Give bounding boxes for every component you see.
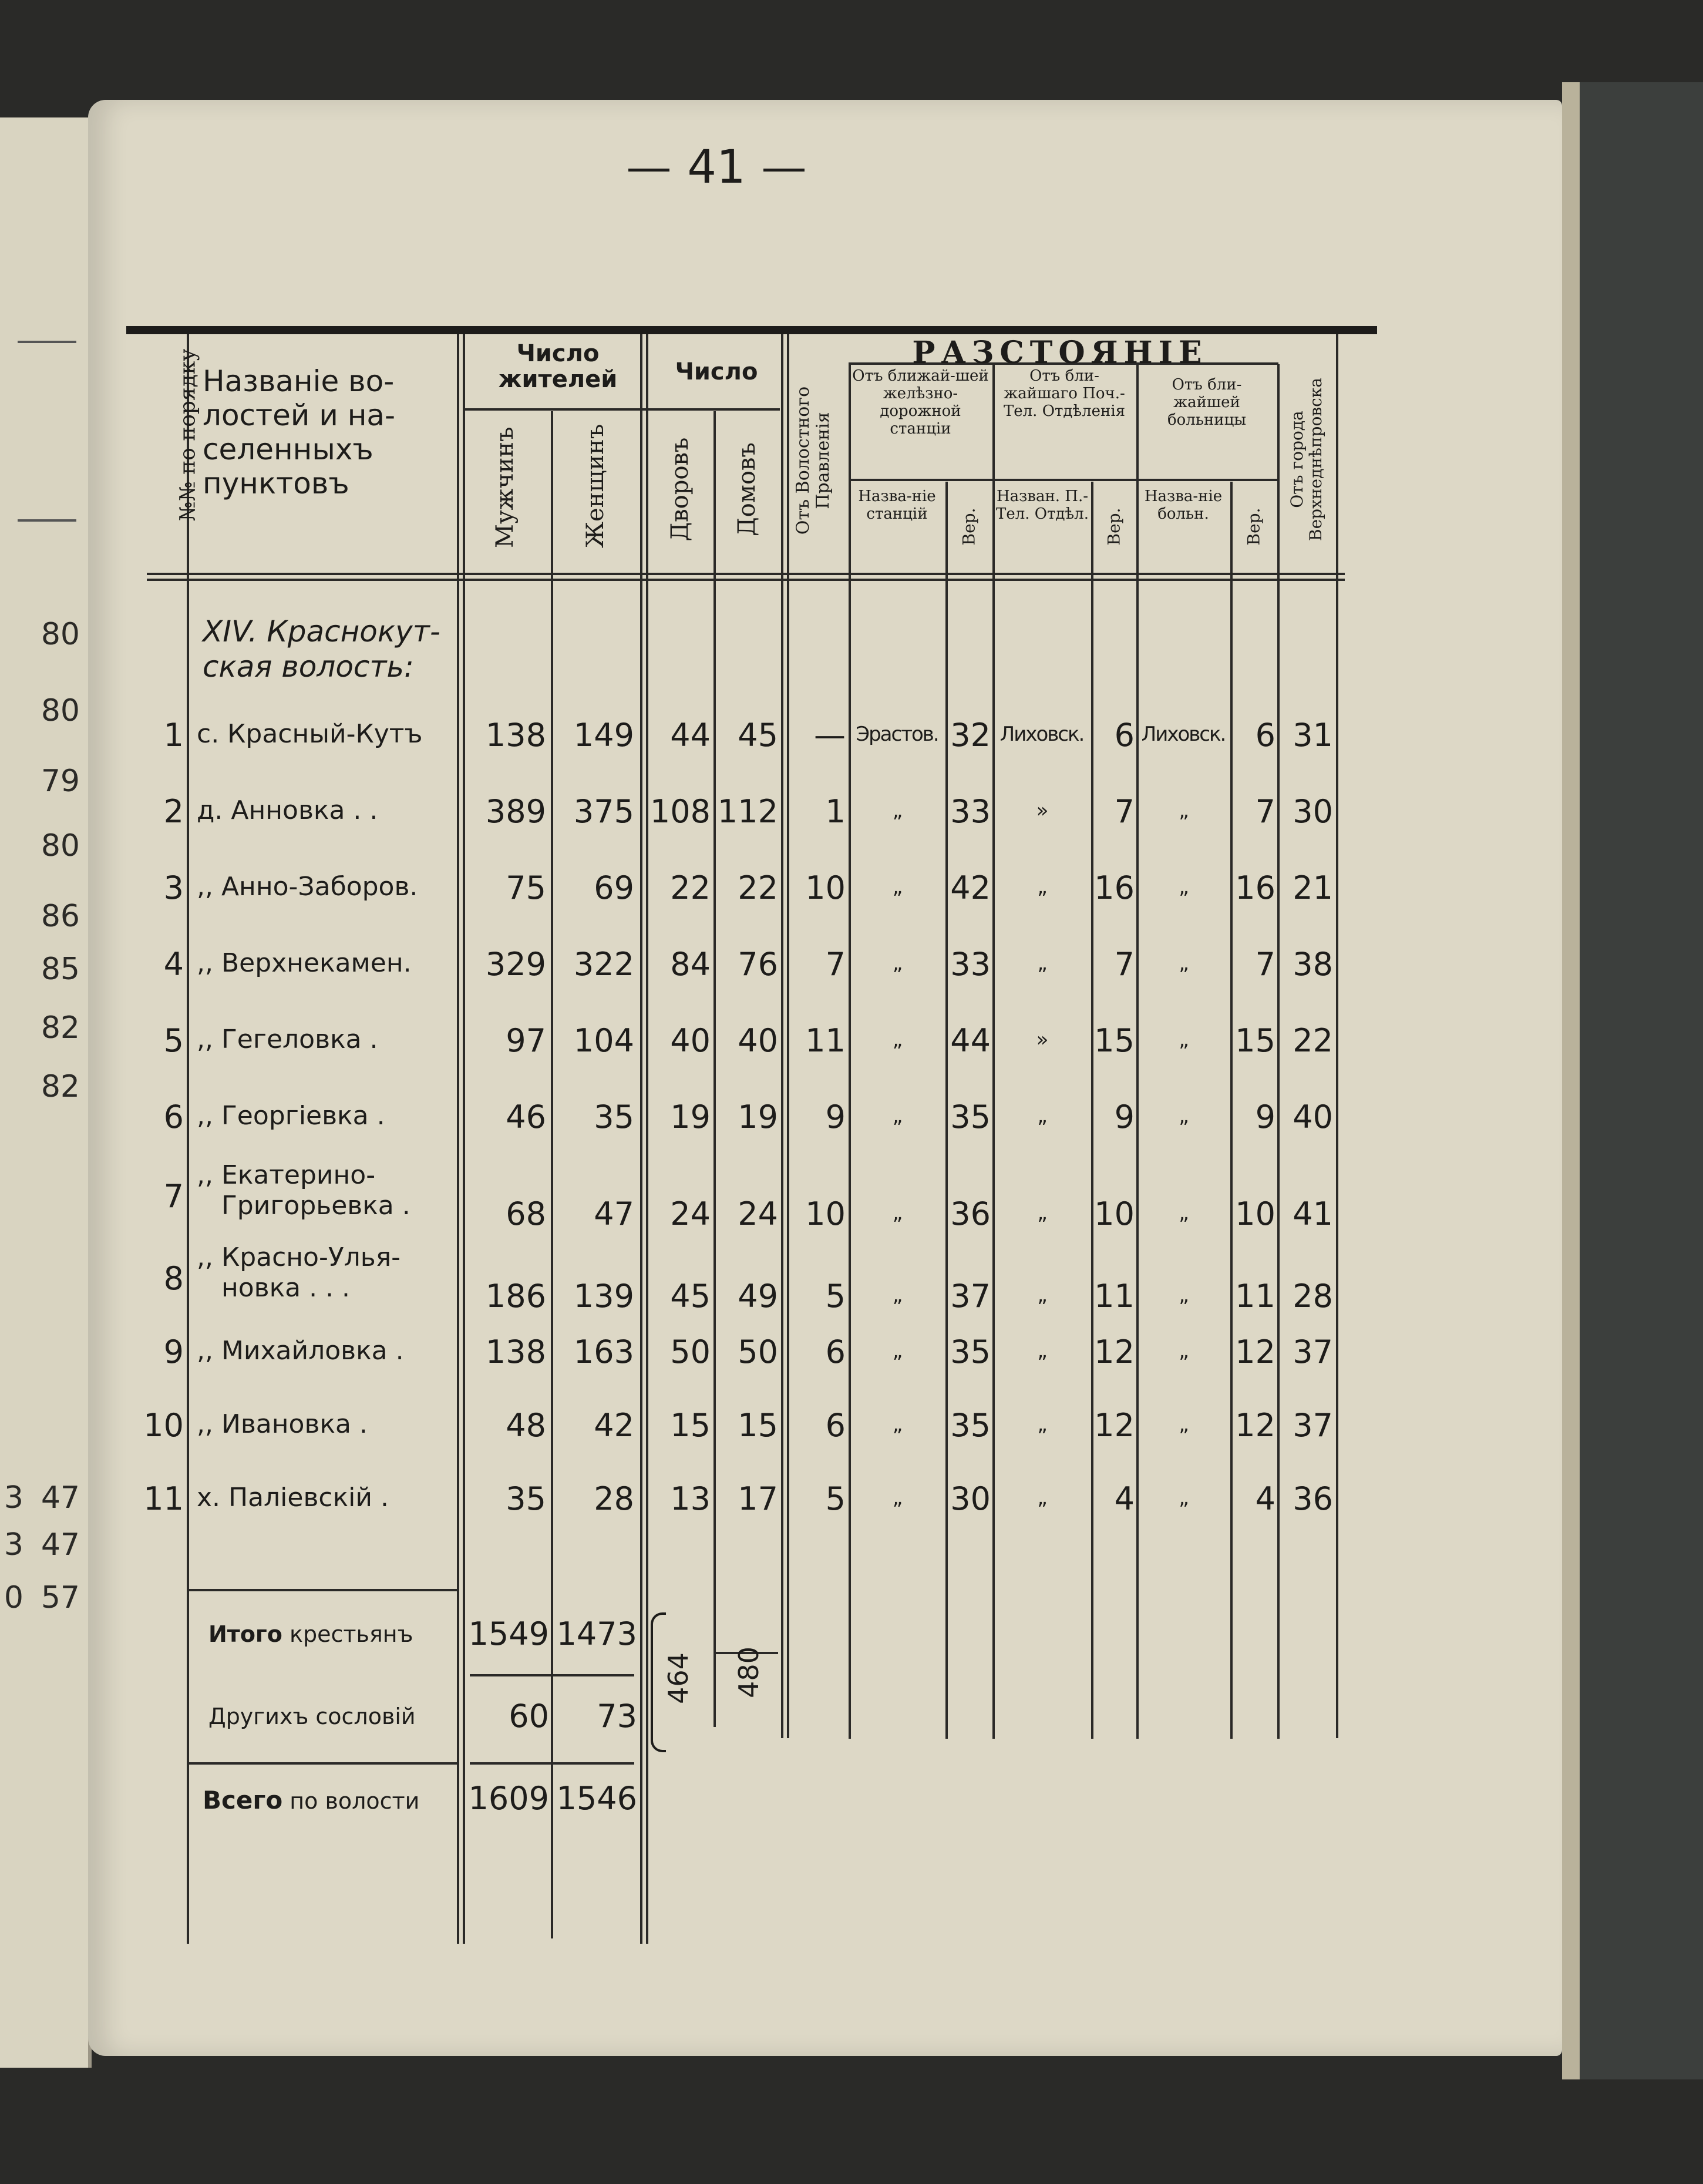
cell-vol: 10 — [805, 869, 846, 906]
cell-vol: 6 — [825, 1333, 846, 1370]
header-women: Женщинъ — [582, 424, 609, 548]
cell-yards: 24 — [670, 1195, 711, 1232]
cell-city: 22 — [1293, 1022, 1333, 1059]
cell-rail-v: 33 — [950, 946, 991, 983]
left-page-value: 85 — [41, 952, 80, 987]
cell-post: „ — [1037, 1283, 1046, 1307]
header-hosp-ver: Вер. — [1244, 508, 1264, 546]
cell-post-v: 6 — [1114, 717, 1135, 754]
cell-hosp-v: 4 — [1255, 1480, 1275, 1517]
cell-rail-v: 32 — [950, 717, 991, 754]
cell-post: „ — [1037, 875, 1046, 899]
header-count: Число — [675, 358, 758, 385]
cell-rail-v: 44 — [950, 1022, 991, 1059]
cell-post-v: 11 — [1094, 1278, 1135, 1315]
left-page-extra: 3 — [4, 1480, 23, 1516]
cell-hosp: Лиховск. — [1141, 723, 1226, 746]
cell-men: 75 — [506, 869, 546, 906]
cell-vol: 10 — [805, 1195, 846, 1232]
cell-hosp: „ — [1179, 952, 1188, 975]
cell-post-v: 12 — [1094, 1407, 1135, 1444]
cell-n: 3 — [163, 869, 184, 906]
cell-rail-v: 33 — [950, 793, 991, 830]
cell-vol: 11 — [805, 1022, 846, 1059]
cell-post: Лиховск. — [999, 723, 1084, 746]
header-hospital: Отъ бли-жайшей больницы — [1167, 376, 1247, 429]
cell-hosp-v: 6 — [1255, 717, 1275, 754]
cell-yards: 50 — [670, 1333, 711, 1370]
header-rail: Отъ ближай-шей желѣзно-дорожной станціи — [852, 367, 989, 438]
cell-hosp: „ — [1179, 1201, 1188, 1225]
left-page-value: 79 — [41, 764, 80, 799]
cell-n: 11 — [143, 1480, 184, 1517]
cell-men: 97 — [506, 1022, 546, 1059]
total-all-men: 1609 — [468, 1780, 549, 1817]
cell-women: 163 — [573, 1333, 634, 1370]
left-page-value: 86 — [41, 899, 80, 934]
cell-post-v: 10 — [1094, 1195, 1135, 1232]
cell-houses: 45 — [738, 717, 778, 754]
cell-post-v: 16 — [1094, 869, 1135, 906]
cell-rail: „ — [892, 1104, 902, 1128]
cell-n: 4 — [163, 946, 184, 983]
book-spine — [1562, 82, 1703, 2079]
cell-men: 48 — [506, 1407, 546, 1444]
cell-hosp-v: 9 — [1255, 1098, 1275, 1135]
cell-houses: 76 — [738, 946, 778, 983]
cell-hosp: „ — [1179, 875, 1188, 899]
cell-name: ,, Ивановка . — [197, 1409, 368, 1439]
header-name: Названіе во-лостей и на-селенныхъ пунктовъ — [203, 364, 396, 500]
cell-women: 47 — [594, 1195, 634, 1232]
cell-houses: 112 — [717, 793, 778, 830]
cell-yards: 22 — [670, 869, 711, 906]
cell-hosp-v: 12 — [1235, 1333, 1275, 1370]
cell-rail-v: 30 — [950, 1480, 991, 1517]
cell-n: 1 — [163, 717, 184, 754]
cell-hosp: „ — [1179, 1104, 1188, 1128]
cell-rail: „ — [892, 952, 902, 975]
cell-name: х. Паліевскій . — [197, 1483, 389, 1513]
cell-post-v: 12 — [1094, 1333, 1135, 1370]
left-page-value: 57 — [41, 1580, 80, 1615]
cell-hosp-v: 7 — [1255, 793, 1275, 830]
cell-city: 38 — [1293, 946, 1333, 983]
cell-hosp-v: 10 — [1235, 1195, 1275, 1232]
header-residents: Число жителей — [498, 340, 618, 393]
total-houses: 480 — [733, 1647, 765, 1698]
total-peasants-men: 1549 — [468, 1615, 549, 1652]
cell-women: 28 — [594, 1480, 634, 1517]
cell-men: 186 — [485, 1278, 546, 1315]
cell-rail-v: 35 — [950, 1333, 991, 1370]
cell-city: 28 — [1293, 1278, 1333, 1315]
cell-hosp: „ — [1179, 1339, 1188, 1363]
cell-city: 40 — [1293, 1098, 1333, 1135]
cell-men: 138 — [485, 1333, 546, 1370]
cell-hosp: „ — [1179, 1283, 1188, 1307]
cell-women: 149 — [573, 717, 634, 754]
header-yards: Дворовъ — [667, 437, 694, 542]
cell-name: ,, Верхнекамен. — [197, 948, 412, 978]
cell-rail: „ — [892, 799, 902, 822]
cell-post: „ — [1037, 1339, 1046, 1363]
left-page-value: 80 — [41, 693, 80, 728]
left-page-value: 80 — [41, 828, 80, 863]
cell-city: 21 — [1293, 869, 1333, 906]
cell-women: 139 — [573, 1278, 634, 1315]
cell-yards: 15 — [670, 1407, 711, 1444]
cell-vol: 5 — [825, 1480, 846, 1517]
cell-vol: 7 — [825, 946, 846, 983]
cell-houses: 49 — [738, 1278, 778, 1315]
cell-city: 36 — [1293, 1480, 1333, 1517]
cell-post-v: 7 — [1114, 793, 1135, 830]
cell-vol: 6 — [825, 1407, 846, 1444]
cell-houses: 22 — [738, 869, 778, 906]
cell-rail: „ — [892, 1413, 902, 1436]
cell-hosp-v: 15 — [1235, 1022, 1275, 1059]
cell-yards: 19 — [670, 1098, 711, 1135]
total-others-women: 73 — [597, 1698, 637, 1735]
cell-hosp-v: 11 — [1235, 1278, 1275, 1315]
left-page-header — [18, 341, 76, 522]
cell-yards: 108 — [649, 793, 711, 830]
cell-post: » — [1036, 1028, 1048, 1051]
total-peasants-women: 1473 — [556, 1615, 637, 1652]
cell-city: 41 — [1293, 1195, 1333, 1232]
cell-women: 375 — [573, 793, 634, 830]
cell-post: „ — [1037, 1201, 1046, 1225]
cell-post: „ — [1037, 1104, 1046, 1128]
cell-name: ,, Георгіевка . — [197, 1101, 385, 1131]
cell-women: 35 — [594, 1098, 634, 1135]
cell-houses: 17 — [738, 1480, 778, 1517]
left-page-value: 47 — [41, 1480, 80, 1516]
cell-yards: 13 — [670, 1480, 711, 1517]
cell-name: ,, Анно-Заборов. — [197, 872, 418, 902]
left-page-extra: 0 — [4, 1580, 23, 1615]
cell-post: » — [1036, 799, 1048, 822]
header-distance: РАЗСТОЯНІЕ — [912, 335, 1208, 371]
total-others-label: Другихъ сословій — [208, 1703, 416, 1729]
cell-post-v: 4 — [1114, 1480, 1135, 1517]
cell-vol: 1 — [825, 793, 846, 830]
cell-post-v: 9 — [1114, 1098, 1135, 1135]
total-others-men: 60 — [509, 1698, 549, 1735]
cell-name: ,, Екатерино- Григорьевка . — [197, 1160, 410, 1221]
cell-rail: „ — [892, 1028, 902, 1051]
cell-men: 68 — [506, 1195, 546, 1232]
cell-vol: 5 — [825, 1278, 846, 1315]
left-page-extra: 3 — [4, 1527, 23, 1563]
header-post-name: Назван. П.-Тел. Отдѣл. — [996, 488, 1089, 523]
left-page-value: 47 — [41, 1527, 80, 1563]
cell-hosp-v: 16 — [1235, 869, 1275, 906]
cell-rail: „ — [892, 875, 902, 899]
cell-hosp: „ — [1179, 799, 1188, 822]
cell-n: 6 — [163, 1098, 184, 1135]
cell-rail: „ — [892, 1201, 902, 1225]
cell-hosp: „ — [1179, 1486, 1188, 1510]
cell-post: „ — [1037, 952, 1046, 975]
page-number: 41 — [611, 141, 822, 194]
left-page-fragment — [0, 117, 92, 2068]
total-all-women: 1546 — [556, 1780, 637, 1817]
cell-city: 37 — [1293, 1333, 1333, 1370]
header-from-volost: Отъ Волостного Правленія — [793, 386, 833, 535]
cell-houses: 50 — [738, 1333, 778, 1370]
cell-hosp: „ — [1179, 1413, 1188, 1436]
cell-yards: 84 — [670, 946, 711, 983]
cell-vol: 9 — [825, 1098, 846, 1135]
cell-rail-v: 35 — [950, 1098, 991, 1135]
cell-rail-v: 42 — [950, 869, 991, 906]
header-post-ver: Вер. — [1104, 508, 1124, 546]
cell-rail: „ — [892, 1339, 902, 1363]
cell-houses: 24 — [738, 1195, 778, 1232]
cell-houses: 15 — [738, 1407, 778, 1444]
cell-men: 138 — [485, 717, 546, 754]
cell-men: 35 — [506, 1480, 546, 1517]
cell-hosp: „ — [1179, 1028, 1188, 1051]
cell-n: 7 — [163, 1178, 184, 1215]
cell-rail-v: 37 — [950, 1278, 991, 1315]
cell-yards: 44 — [670, 717, 711, 754]
cell-vol: — — [814, 717, 846, 754]
left-page-value: 80 — [41, 617, 80, 652]
header-houses: Домовъ — [733, 442, 760, 536]
cell-n: 10 — [143, 1407, 184, 1444]
cell-yards: 45 — [670, 1278, 711, 1315]
cell-name: ,, Красно-Улья- новка . . . — [197, 1242, 401, 1303]
cell-city: 37 — [1293, 1407, 1333, 1444]
cell-rail: Эрастов. — [856, 723, 938, 746]
cell-women: 42 — [594, 1407, 634, 1444]
cell-women: 104 — [573, 1022, 634, 1059]
cell-post: „ — [1037, 1486, 1046, 1510]
cell-city: 30 — [1293, 793, 1333, 830]
volost-title: XIV. Краснокут-ская волость: — [203, 614, 440, 684]
cell-women: 322 — [573, 946, 634, 983]
cell-houses: 19 — [738, 1098, 778, 1135]
cell-men: 46 — [506, 1098, 546, 1135]
cell-women: 69 — [594, 869, 634, 906]
cell-post: „ — [1037, 1413, 1046, 1436]
cell-name: д. Анновка . . — [197, 795, 378, 825]
cell-name: ,, Михайловка . — [197, 1336, 404, 1366]
cell-rail: „ — [892, 1486, 902, 1510]
header-men: Мужчинъ — [492, 426, 519, 548]
cell-hosp-v: 7 — [1255, 946, 1275, 983]
cell-n: 2 — [163, 793, 184, 830]
cell-name: ,, Гегеловка . — [197, 1024, 378, 1054]
header-post: Отъ бли-жайшаго Поч.-Тел. Отдѣленія — [1003, 367, 1126, 420]
cell-rail: „ — [892, 1283, 902, 1307]
cell-city: 31 — [1293, 717, 1333, 754]
left-page-value: 82 — [41, 1010, 80, 1046]
cell-name: с. Красный-Кутъ — [197, 719, 423, 749]
total-all-label: Всего по волости — [203, 1786, 420, 1815]
left-page-value: 82 — [41, 1069, 80, 1104]
cell-rail-v: 35 — [950, 1407, 991, 1444]
cell-yards: 40 — [670, 1022, 711, 1059]
header-rail-ver: Вер. — [959, 508, 979, 546]
cell-n: 5 — [163, 1022, 184, 1059]
total-peasants-label: Итого крестьянъ — [208, 1621, 413, 1647]
cell-post-v: 15 — [1094, 1022, 1135, 1059]
cell-n: 8 — [163, 1260, 184, 1297]
header-from-city: Отъ города Верхнеднѣпровска — [1287, 378, 1325, 541]
cell-men: 329 — [485, 946, 546, 983]
cell-hosp-v: 12 — [1235, 1407, 1275, 1444]
header-hosp-name: Назва-ніе больн. — [1144, 488, 1223, 523]
cell-houses: 40 — [738, 1022, 778, 1059]
cell-post-v: 7 — [1114, 946, 1135, 983]
header-rail-name: Назва-ніе станцій — [858, 488, 936, 523]
cell-men: 389 — [485, 793, 546, 830]
header-number: №№ по порядку — [176, 348, 200, 522]
cell-rail-v: 36 — [950, 1195, 991, 1232]
cell-n: 9 — [163, 1333, 184, 1370]
total-yards: 464 — [662, 1652, 694, 1704]
